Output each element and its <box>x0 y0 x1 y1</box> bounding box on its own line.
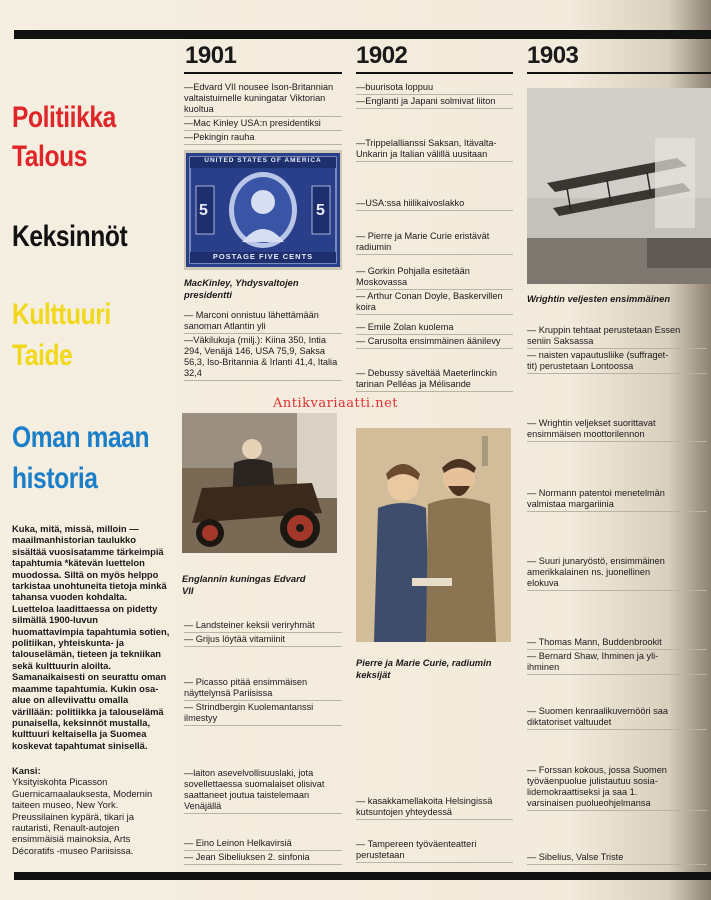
caption-wright: Wrightin veljesten ensimmäinen <box>527 293 671 304</box>
entries-1902-strike <box>356 198 513 212</box>
caption-mackinley: MacKinley, Yhdysvaltojen presidentti <box>184 277 299 300</box>
entry-1901-edvard: —Edvard VII nousee Ison-Britannian valtaistuimelle kuningatar Viktorian kuoltua <box>184 82 342 117</box>
entry-1903-forssa-3: lidemokraattiseksi ja saa 1. <box>527 787 638 797</box>
entry-1903-governor: — Suomen kenraalikuvernööri saa <box>527 706 668 716</box>
entries-1901-culture <box>184 677 342 727</box>
intro-text: Kuka, mitä, missä, milloin — maailmanhistorian taulukko sisältää vuosisatamme tärkeimpiä tapahtumia *kätevän luettelon muodossa. Siltä on myös helppo tarkistaa unohtuneita tietoja minkä tahansa vuoden kohdalta. Luetteloa laadittaessa on pidetty silmällä 1900-luvun huomattavimpia tapahtumia sotien, politiikan, yhteiskunta- ja talouselämän, tieteen ja tekniikan sekä kulttuurin aloilta. Samanaikaisesti on seurattu oman maamme tapahtumia. Kukin osa-alue on alleviivattu omalla värillään: politiikka ja talouselämä punaisella, keksinnöt mustalla, kulttuuri keltaisella ja Suomea koskevat tapahtumat sinisellä. <box>12 523 170 751</box>
entries-1903-economy <box>527 325 707 375</box>
column-rule-1902 <box>356 72 513 74</box>
cover-note-text: Yksityiskohta Picasson Guernicamaalauksesta, Modernin taiteen museo, New York. Preussilainen kypärä, tikari ja rautaristi, Renault-autojen ensimmäisiä mainoksia, Arts Décoratifs -museo Pariisissa. <box>12 776 153 856</box>
entries-1902-culture-3 <box>356 368 513 393</box>
stamp-value-right: 5 <box>316 202 325 219</box>
entry-1903-forssa-4: varsinaisen puolueohjelmansa <box>527 798 707 811</box>
entry-1902-caruso: — Carusolta ensimmäinen äänilevy <box>356 336 513 349</box>
entries-1901-home-2 <box>184 838 342 866</box>
entry-1903-normann: — Normann patentoi menetelmän <box>527 488 665 498</box>
entry-1903-wright: — Wrightin veljekset suorittavat <box>527 418 656 428</box>
entries-1902-home <box>356 796 513 821</box>
entry-1903-suffragettes: — naisten vapautusliike (suffraget- <box>527 350 669 360</box>
year-1901: 1901 <box>185 42 237 69</box>
category-home-1: Oman maan <box>12 421 150 454</box>
entry-1902-theatre: — Tampereen työväenteatteri perustetaan <box>356 839 513 863</box>
entry-1903-train-robbery-3: elokuva <box>527 578 707 591</box>
year-1903: 1903 <box>527 42 579 69</box>
entries-1902-culture-2 <box>356 322 513 350</box>
entries-1902-culture <box>356 266 513 316</box>
entry-1901-landsteiner: — Landsteiner keksii veriryhmät <box>184 620 342 633</box>
entry-1903-train-robbery-2: amerikkalainen ns. juonellinen <box>527 567 651 577</box>
entries-1902-home-2 <box>356 839 513 864</box>
entries-1901-politics <box>184 82 342 146</box>
caption-curie: Pierre ja Marie Curie, radiumin keksijät <box>356 657 492 680</box>
entry-1901-population: —Väkilukuja (milj.): Kiina 350, Intia 294, Venäjä 146, USA 75,9, Saksa 56,3, Iso-Britannia & Irlanti 41,4, Italia 32,4 <box>184 335 342 381</box>
bottom-bar <box>14 872 711 880</box>
entry-1901-mackinley: —Mac Kinley USA:n presidentiksi <box>184 118 342 131</box>
entry-1901-marconi: — Marconi onnistuu lähettämään sanoman Atlantin yli <box>184 310 342 334</box>
entry-1902-coal-strike: —USA:ssa hiilikaivoslakko <box>356 198 513 211</box>
entry-1903-forssa-2: työväenpuolue julistautuu sosia- <box>527 776 658 786</box>
entry-1903-mann: — Thomas Mann, Buddenbrookit <box>527 637 707 650</box>
entries-1903-inventions <box>527 418 707 443</box>
entry-1903-krupp-2: seniin Saksassa <box>527 336 707 349</box>
cover-note <box>12 765 170 856</box>
entries-1901-inventions-2 <box>184 620 342 648</box>
entry-1901-conscription: —laiton asevelvollisuuslaki, jota sovellettaessa suomalaiset olisivat saattaneet joutua taistelemaan Venäjällä <box>184 768 342 814</box>
year-1902: 1902 <box>356 42 408 69</box>
entries-1901-home <box>184 768 342 815</box>
stamp-top-text: UNITED STATES OF AMERICA <box>204 157 322 164</box>
category-economy: Talous <box>12 140 87 173</box>
category-politics: Politiikka <box>12 101 116 134</box>
category-inventions: Keksinnöt <box>12 220 128 253</box>
entries-1903-home-3 <box>527 852 707 866</box>
edvard-photo <box>182 413 337 553</box>
edvard-car-illustration <box>182 413 337 553</box>
entry-1902-cossack: — kasakkamellakoita Helsingissä kutsuntojen yhteydessä <box>356 796 513 820</box>
curie-illustration <box>356 428 511 642</box>
entry-1901-sibelius: — Jean Sibeliuksen 2. sinfonia <box>184 852 342 865</box>
entry-1902-triple-alliance: —Trippelallianssi Saksan, Itävalta-Unkarin ja Italian välillä uusitaan <box>356 138 513 162</box>
category-art: Taide <box>12 339 73 372</box>
entry-1903-wright-2: ensimmäisen moottorilennon <box>527 429 707 442</box>
entry-1902-curie: — Pierre ja Marie Curie eristävät radiumin <box>356 231 513 255</box>
entry-1903-forssa: — Forssan kokous, jossa Suomen <box>527 765 667 775</box>
entry-1903-normann-2: valmistaa margariinia <box>527 499 707 512</box>
entry-1902-debussy: — Debussy säveltää Maeterlinckin tarinan Pelléas ja Mélisande <box>356 368 513 392</box>
stamp-value-left: 5 <box>199 202 208 219</box>
category-culture: Kulttuuri <box>12 298 111 331</box>
entry-1902-doyle: — Arthur Conan Doyle, Baskervillen koira <box>356 291 513 315</box>
cover-note-title: Kansi: <box>12 765 41 776</box>
top-bar <box>14 30 711 39</box>
entry-1902-boer: —buurisota loppuu <box>356 82 513 95</box>
entries-1903-home-2 <box>527 765 707 812</box>
wright-flyer-illustration <box>527 88 711 284</box>
entries-1901-inventions <box>184 310 342 382</box>
wright-photo <box>527 88 711 284</box>
entry-1902-anglo-japanese: —Englanti ja Japani solmivat liiton <box>356 96 513 109</box>
column-rule-1903 <box>527 72 711 74</box>
entry-1902-zola: — Emile Zolan kuolema <box>356 322 513 335</box>
entries-1903-home <box>527 706 707 731</box>
entry-1901-strindberg: — Strindbergin Kuolemantanssi ilmestyy <box>184 702 342 726</box>
entries-1903-inventions-2 <box>527 488 707 513</box>
column-rule-1901 <box>184 72 342 74</box>
entry-1903-krupp: — Kruppin tehtaat perustetaan Essen <box>527 325 681 335</box>
entry-1903-governor-2: diktatoriset valtuudet <box>527 717 707 730</box>
curie-image <box>356 428 511 642</box>
entry-1901-grijus: — Grijus löytää vitamiinit <box>184 634 342 647</box>
caption-edvard: Englannin kuningas Edvard VII <box>182 573 306 596</box>
entry-1903-shaw-2: ihminen <box>527 662 707 675</box>
stamp-image <box>184 150 342 270</box>
stamp-bottom-text: POSTAGE FIVE CENTS <box>212 252 314 261</box>
entries-1902-inventions <box>356 231 513 256</box>
entry-1901-peking: —Pekingin rauha <box>184 132 342 145</box>
entries-1903-culture <box>527 556 707 592</box>
entry-1901-picasso: — Picasso pitää ensimmäisen näyttelynsä Pariisissa <box>184 677 342 701</box>
entries-1903-culture-2 <box>527 637 707 676</box>
category-home-2: historia <box>12 462 98 495</box>
entries-1902-politics <box>356 82 513 110</box>
entry-1903-train-robbery: — Suuri junaryöstö, ensimmäinen <box>527 556 665 566</box>
entry-1901-leino: — Eino Leinon Helkavirsiä <box>184 838 342 851</box>
entry-1902-gorki: — Gorkin Pohjalla esitetään Moskovassa <box>356 266 513 290</box>
watermark: Antikvariaatti.net <box>273 396 399 411</box>
entry-1903-suffragettes-2: tit) perustetaan Lontoossa <box>527 361 707 374</box>
entry-1903-shaw: — Bernard Shaw, Ihminen ja yli- <box>527 651 659 661</box>
entries-1902-economy <box>356 138 513 163</box>
entry-1903-sibelius: — Sibelius, Valse Triste <box>527 852 707 865</box>
